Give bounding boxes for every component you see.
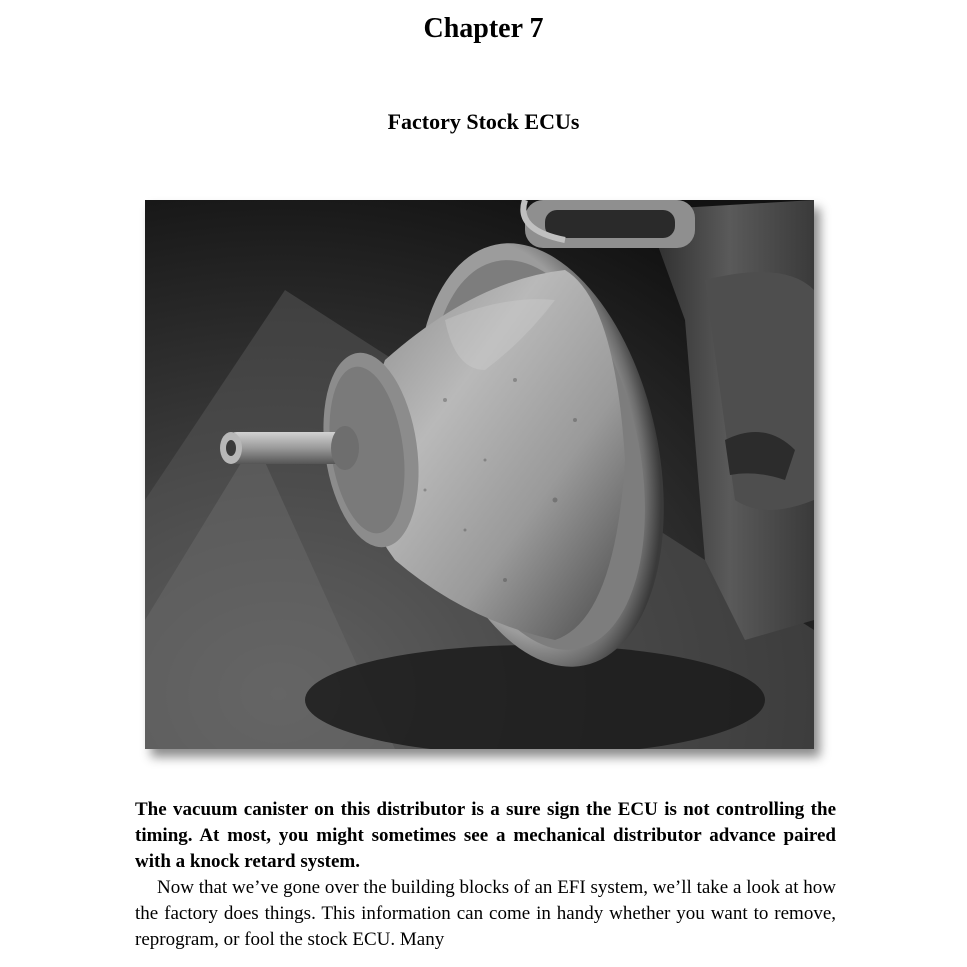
- distributor-photo-illustration: [145, 200, 814, 749]
- chapter-title: Chapter 7: [423, 13, 544, 44]
- body-paragraph: Now that we’ve gone over the building blocks of an EFI system, we’ll take a look at how the factory does things. This information can come in handy whether you want to remove, reprogram, or fool the stock ECU. Many: [135, 877, 836, 950]
- section-title: Factory Stock ECUs: [387, 109, 580, 134]
- distributor-photo: [145, 200, 814, 749]
- figure-caption: The vacuum canister on this distributor is a sure sign the ECU is not controlling the timing. At most, you might sometimes see a mechanical distributor advance paired with a knock retard system.: [135, 799, 836, 872]
